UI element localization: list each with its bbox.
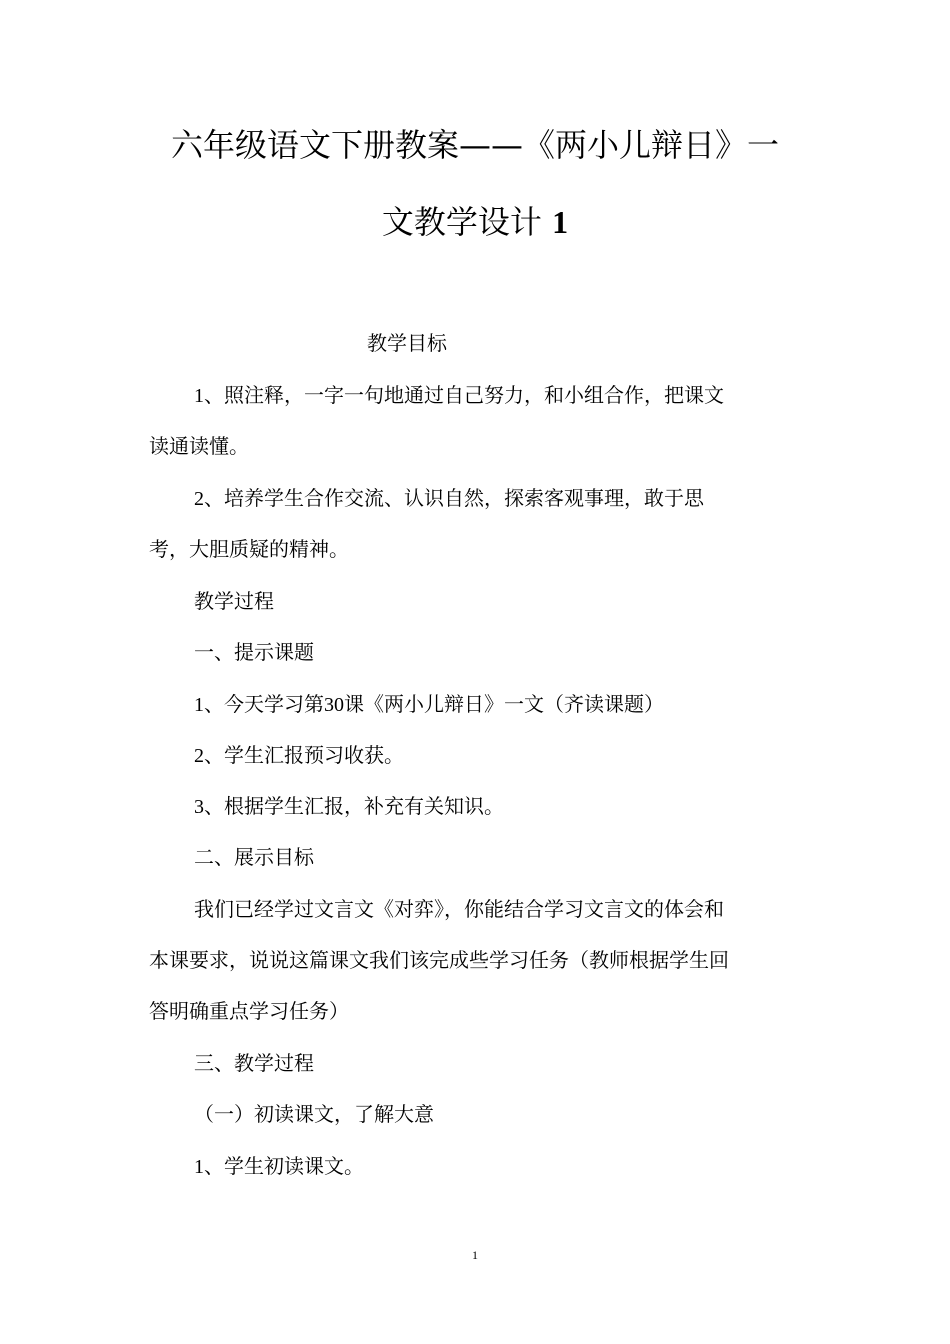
item-text-cont: 课《两小儿辩日》一文（齐读课题）	[344, 692, 664, 716]
part-1-heading	[194, 638, 314, 666]
part-2-paragraph-line-3	[149, 997, 349, 1025]
section-heading-goals	[367, 329, 447, 357]
item-number: 1	[194, 1156, 204, 1178]
part-2-paragraph-line-1	[194, 895, 724, 923]
section-heading-text: 教学目标	[367, 331, 447, 355]
goal-2-line-1	[194, 484, 704, 513]
item-text: 、学生初读课文。	[204, 1154, 364, 1178]
item-text: 、学生汇报预习收获。	[204, 743, 404, 767]
goal-1-number: 1	[194, 385, 204, 407]
sub-1-heading	[194, 1100, 434, 1128]
goal-1-text-cont: 读通读懂。	[149, 434, 249, 458]
part-1-item-3	[194, 792, 504, 821]
goal-2-text-cont: 考，大胆质疑的精神。	[149, 537, 349, 561]
goal-2-text: 、培养学生合作交流、认识自然，探索客观事理，敢于思	[204, 486, 704, 510]
part-2-paragraph-line-2	[149, 946, 729, 974]
goal-1-line-1	[194, 381, 724, 410]
goal-1-line-2	[149, 432, 249, 460]
page-number: 1	[472, 1248, 478, 1262]
process-heading	[194, 587, 274, 615]
part-1-item-1	[194, 690, 664, 719]
document-title-line-2	[120, 202, 830, 242]
title-text-2: 文教学设计	[381, 203, 542, 241]
part-3-heading	[194, 1049, 314, 1077]
item-number: 3	[194, 796, 204, 818]
title-text: 六年级语文下册教案——《两小儿辩日》一	[170, 126, 779, 164]
goal-2-line-2	[149, 535, 349, 563]
part-1-item-2	[194, 741, 404, 770]
sub-1-heading-text: （一）初读课文，了解大意	[194, 1102, 434, 1126]
sub-1-item-1	[194, 1152, 364, 1181]
lesson-number: 30	[324, 694, 344, 716]
part-2-heading-text: 二、展示目标	[194, 845, 314, 869]
item-number: 1	[194, 694, 204, 716]
paragraph-text: 我们已经学过文言文《对弈》，你能结合学习文言文的体会和	[194, 897, 724, 921]
paragraph-text: 答明确重点学习任务）	[149, 999, 349, 1023]
item-text: 、今天学习第	[204, 692, 324, 716]
item-number: 2	[194, 745, 204, 767]
title-number: 1	[552, 204, 569, 240]
part-3-heading-text: 三、教学过程	[194, 1051, 314, 1075]
document-title-line-1	[120, 125, 830, 165]
process-heading-text: 教学过程	[194, 589, 274, 613]
paragraph-text: 本课要求，说说这篇课文我们该完成些学习任务（教师根据学生回	[149, 948, 729, 972]
item-text: 、根据学生汇报，补充有关知识。	[204, 794, 504, 818]
goal-2-number: 2	[194, 488, 204, 510]
goal-1-text: 、照注释，一字一句地通过自己努力，和小组合作，把课文	[204, 383, 724, 407]
part-1-heading-text: 一、提示课题	[194, 640, 314, 664]
part-2-heading	[194, 843, 314, 871]
